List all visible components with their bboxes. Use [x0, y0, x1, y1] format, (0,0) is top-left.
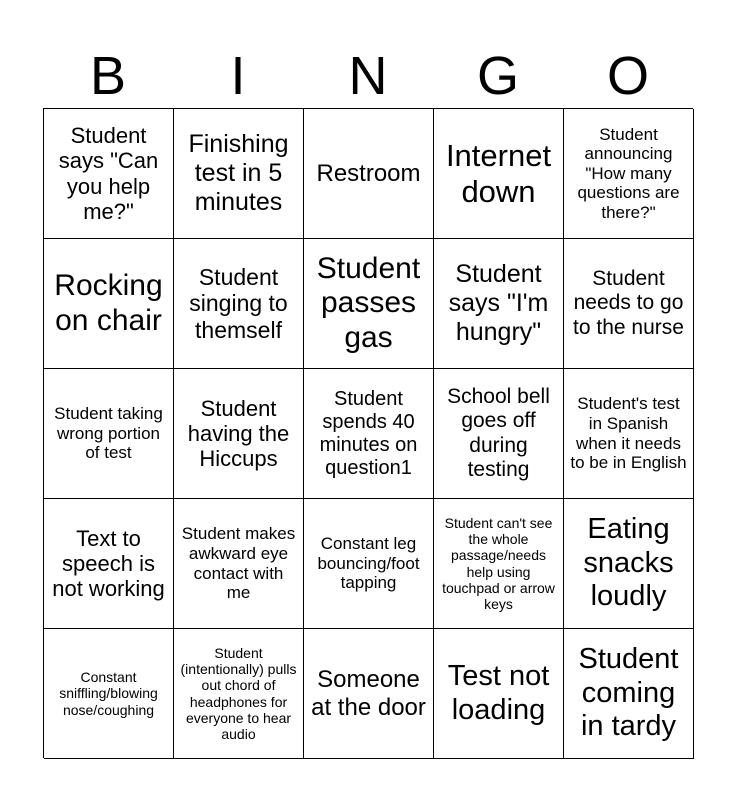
bingo-cell[interactable]	[304, 499, 434, 629]
cell-label: Student says "I'm hungry"	[448, 260, 549, 346]
cell-label: Eating snacks loudly	[583, 513, 674, 613]
bingo-cell[interactable]	[434, 239, 564, 369]
bingo-cell[interactable]	[304, 629, 434, 759]
cell-label: School bell goes off during testing	[447, 385, 550, 481]
cell-label: Student singing to themself	[189, 263, 288, 343]
bingo-cell[interactable]	[564, 499, 694, 629]
bingo-cell[interactable]	[434, 499, 564, 629]
cell-label: Constant leg bouncing/foot tapping	[317, 534, 420, 593]
bingo-cell[interactable]	[434, 369, 564, 499]
bingo-cell[interactable]	[174, 629, 304, 759]
bingo-cell[interactable]	[304, 109, 434, 239]
bingo-cell[interactable]	[304, 369, 434, 499]
bingo-cell[interactable]	[304, 239, 434, 369]
cell-label: Restroom	[316, 159, 421, 187]
cell-label: Student announcing "How many questions are there?"	[577, 124, 680, 222]
bingo-cell[interactable]	[44, 239, 174, 369]
bingo-cell[interactable]	[434, 629, 564, 759]
cell-label: Student coming in tardy	[578, 643, 679, 743]
header-letter-o: O	[606, 46, 649, 106]
header-letter-i: I	[230, 46, 246, 106]
header-letter-g: G	[476, 46, 519, 106]
cell-label: Constant sniffling/blowing nose/coughing	[59, 669, 158, 718]
bingo-cell[interactable]	[564, 629, 694, 759]
cell-label: Student makes awkward eye contact with me	[181, 524, 296, 603]
bingo-cell[interactable]	[174, 499, 304, 629]
cell-label: Finishing test in 5 minutes	[188, 130, 289, 216]
cell-label: Student's test in Spanish when it needs to be in English	[570, 394, 687, 473]
bingo-cell[interactable]	[174, 369, 304, 499]
bingo-cell[interactable]	[564, 239, 694, 369]
bingo-cell[interactable]	[44, 369, 174, 499]
cell-label: Test not loading	[447, 660, 550, 726]
bingo-board	[43, 108, 693, 758]
cell-label: Text to speech is not working	[52, 525, 165, 602]
header-letter-n: N	[348, 46, 388, 106]
bingo-cell[interactable]	[564, 369, 694, 499]
cell-label: Student needs to go to the nurse	[573, 267, 684, 339]
cell-label: Student can't see the whole passage/needs help using touchpad or arrow keys	[442, 515, 555, 612]
bingo-header	[43, 44, 693, 108]
bingo-cell[interactable]	[434, 109, 564, 239]
cell-label: Student (intentionally) pulls out chord of headphones for everyone to hear audio	[180, 645, 297, 742]
cell-label: Rocking on chair	[54, 269, 163, 337]
header-letter-b: B	[89, 46, 127, 106]
cell-label: Internet down	[445, 137, 552, 209]
cell-label: Student says "Can you help me?"	[58, 122, 159, 224]
bingo-cell[interactable]	[44, 629, 174, 759]
cell-label: Student having the Hiccups	[187, 395, 290, 472]
bingo-cell[interactable]	[174, 239, 304, 369]
cell-label: Student passes gas	[316, 251, 421, 354]
cell-label: Student spends 40 minutes on question1	[319, 387, 418, 479]
bingo-cell[interactable]	[174, 109, 304, 239]
bingo-cell[interactable]	[44, 109, 174, 239]
bingo-cell[interactable]	[44, 499, 174, 629]
bingo-cell[interactable]	[564, 109, 694, 239]
cell-label: Student taking wrong portion of test	[54, 404, 163, 463]
cell-label: Someone at the door	[311, 665, 426, 721]
